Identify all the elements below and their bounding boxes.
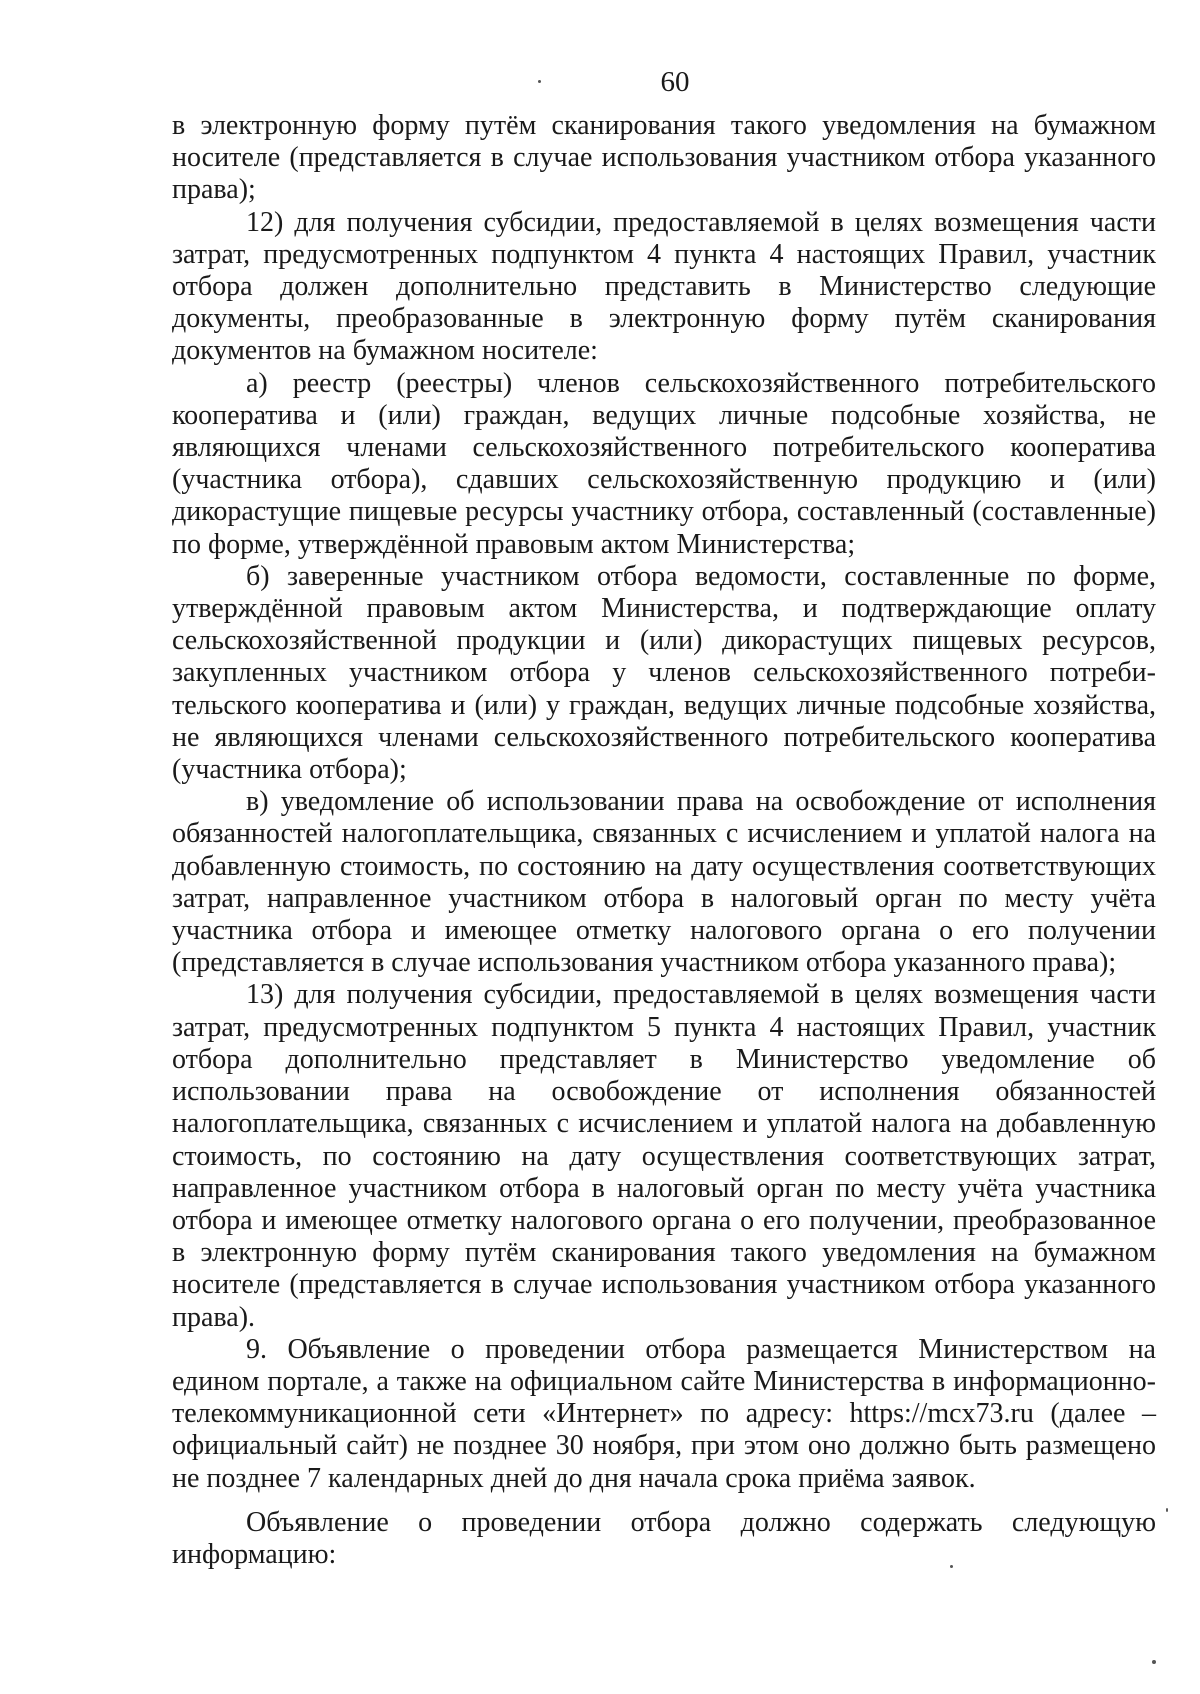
page-number: 60 [660, 66, 690, 98]
paragraph-subitem-a: а) реестр (реестры) членов сельскохозяйственного потребительского кооператива и (или) граждан, ведущих личные подсобные хозяйства, не являющихся членами сельскохозяйственного потребительского кооператива (участника отбора), сдавших сельскохозяйственную продукцию и (или) дикорастущие пищевые ресурсы участнику отбора, составленный (составленные) по форме, утверждённой правовым актом Министерства; [172, 367, 1156, 560]
paragraph-subitem-b: б) заверенные участником отбора ведомости, составленные по форме, утверждённой правовым актом Министерства, и подтверждающие оплату сельскохозяйственной продукции и (или) дикорастущих пищевых ресурсов, закупленных участником отбора у членов сельскохозяйственного потребительского кооператива и (или) у граждан, ведущих личные подсобные хозяйства, не являющихся членами сельскохозяйственного потребительского кооператива (участника отбора); [172, 560, 1156, 786]
paragraph-continuation: в электронную форму путём сканирования такого уведомления на бумажном носителе (представляется в случае использования участником отбора указанного права); [172, 110, 1156, 206]
scan-speck [1152, 1660, 1156, 1664]
paragraph-section-9: 9. Объявление о проведении отбора размещается Министерством на едином портале, а также на официальном сайте Министерства в информационно-телекоммуникационной сети «Интернет» по адресу: https://mcx73.ru (далее – официальный сайт) не позднее 30 ноября, при этом оно должно быть размещено не позднее 7 календарных дней до дня начала срока приёма заявок. [172, 1333, 1156, 1494]
scan-speck [1166, 1508, 1168, 1512]
document-body [172, 110, 1156, 1571]
paragraph-item-12: 12) для получения субсидии, предоставляемой в целях возмещения части затрат, предусмотренных подпунктом 4 пункта 4 настоящих Правил, участник отбора должен дополнительно представить в Министерство следующие документы, преобразованные в электронную форму путём сканирования документов на бумажном носителе: [172, 206, 1156, 367]
scan-speck [950, 1565, 953, 1568]
paragraph-announcement-contents: Объявление о проведении отбора должно содержать следующую информацию: [172, 1506, 1156, 1570]
scan-speck [538, 80, 541, 83]
paragraph-subitem-v: в) уведомление об использовании права на освобождение от исполнения обязанностей налогоплательщика, связанных с исчислением и уплатой налога на добавленную стоимость, по состоянию на дату осуществления соответствующих затрат, направленное участником отбора в налоговый орган по месту учёта участника отбора и имеющее отметку налогового органа о его получении (представляется в случае использования участником отбора указанного права); [172, 786, 1156, 979]
paragraph-item-13: 13) для получения субсидии, предоставляемой в целях возмещения части затрат, предусмотренных подпунктом 5 пункта 4 настоящих Правил, участник отбора дополнительно представляет в Министерство уведомление об использовании права на освобождение от исполнения обязанностей налогоплательщика, связанных с исчислением и уплатой налога на добавленную стоимость, по состоянию на дату осуществления соответствующих затрат, направленное участником отбора в налоговый орган по месту учёта участника отбора и имеющее отметку налогового органа о его получении, преобразованное в электронную форму путём сканирования такого уведомления на бумажном носителе (представляется в случае использования участником отбора указанного права). [172, 979, 1156, 1333]
